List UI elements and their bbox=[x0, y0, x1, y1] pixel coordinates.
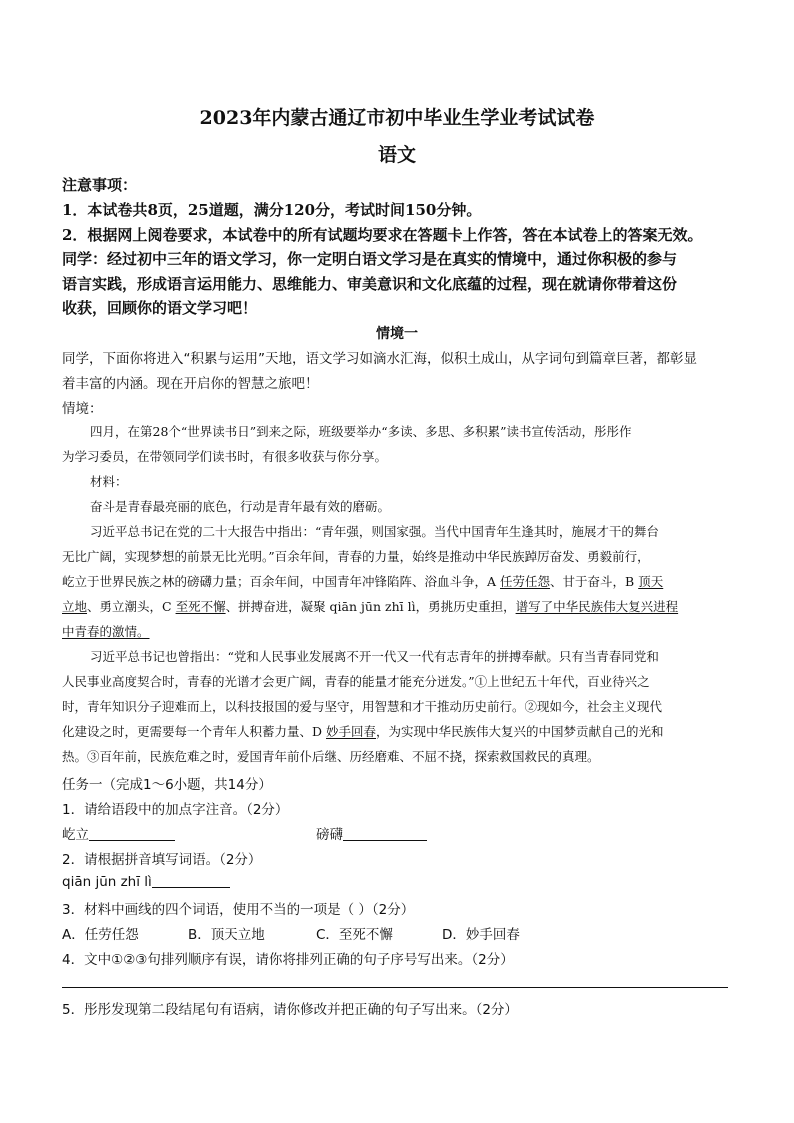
notes-item-2: 2．根据网上阅卷要求，本试卷中的所有试题均要求在答题卡上作答，答在本试卷上的答案无效。 bbox=[62, 226, 703, 244]
q1-word-2-label: 磅礴 bbox=[316, 827, 343, 843]
para2-line-4-text-b: ，为实现中华民族伟大复兴的中国梦贡献自己的光和 bbox=[376, 724, 664, 739]
scenario-lead-2: 着丰富的内涵。现在开启你的智慧之旅吧！ bbox=[62, 376, 319, 392]
para1-line-3-text-b: 、甘于奋斗，B bbox=[550, 574, 639, 589]
scenario-lead-1: 同学，下面你将进入“积累与运用”天地，语文学习如滴水汇海，似积土成山，从字词句到篇章巨著，都彰显 bbox=[62, 351, 697, 367]
para1-line-3-text-a: 屹立于世界民族之林的磅礴力量；百余年间，中国青年冲锋陷阵、浴血斗争，A bbox=[62, 574, 501, 589]
para1-line-3 bbox=[62, 572, 663, 590]
para1-line-2: 无比广阔，实现梦想的前景无比光明。”百余年间，青春的力量，始终是推动中华民族踔厉奋发、勇毅前行， bbox=[62, 549, 650, 564]
q3-option-c[interactable]: C．至死不懈 bbox=[316, 927, 393, 943]
q2-answer-blank[interactable] bbox=[152, 873, 230, 888]
task-1-heading: 任务一（完成1～6小题，共14分） bbox=[62, 777, 272, 793]
q1-answer-blank-2[interactable] bbox=[343, 826, 427, 841]
question-3: 3．材料中画线的四个词语，使用不当的一项是（ ）（2分） bbox=[62, 902, 415, 918]
q1-answer-blank-1[interactable] bbox=[89, 826, 175, 841]
notes-heading: 注意事项： bbox=[62, 176, 138, 194]
question-2: 2．请根据拼音填写词语。（2分） bbox=[62, 852, 262, 868]
notes-item-1: 1．本试卷共8页，25道题，满分120分，考试时间150分钟。 bbox=[62, 201, 482, 219]
scenario-heading: 情境一 bbox=[376, 326, 418, 342]
context-line-1: 四月，在第28个“世界读书日”到来之际，班级要举办“多读、多思、多积累”读书宣传活动，彤彤作 bbox=[90, 424, 632, 439]
intro-line-1: 同学：经过初中三年的语文学习，你一定明白语文学习是在真实的情境中，通过你积极的参与 bbox=[62, 250, 678, 268]
underlined-word-c: 至死不懈 bbox=[175, 599, 226, 614]
intro-line-3: 收获，回顾你的语文学习吧！ bbox=[62, 299, 258, 317]
underlined-word-b-part1: 顶天 bbox=[638, 574, 664, 589]
material-label: 材料： bbox=[90, 474, 128, 489]
para1-line-4-text-b: 、拼搏奋进，凝聚 qiān jūn zhī lì，勇挑历史重担， bbox=[225, 599, 516, 614]
question-2-pinyin bbox=[62, 873, 230, 890]
question-1: 1．请给语段中的加点字注音。（2分） bbox=[62, 802, 289, 818]
q4-answer-line[interactable] bbox=[62, 987, 728, 988]
sentence-tail-underlined: 谱写了中华民族伟大复兴进程 bbox=[515, 599, 679, 614]
context-line-2: 为学习委员，在带领同学们读书时，有很多收获与你分享。 bbox=[62, 449, 388, 464]
para2-line-3: 时，青年知识分子迎难而上，以科技报国的爱与坚守，用智慧和才干推动历史前行。②现如今，社会主义现代 bbox=[62, 699, 663, 714]
para2-line-1: 习近平总书记也曾指出：“党和人民事业发展离不开一代又一代有志青年的拼搏奉献。只有当青春同党和 bbox=[90, 649, 659, 664]
para1-line-1: 习近平总书记在党的二十大报告中指出：“青年强，则国家强。当代中国青年生逢其时，施展才干的舞台 bbox=[90, 524, 659, 539]
context-label: 情境： bbox=[62, 401, 103, 417]
para2-line-4-text-a: 化建设之时，更需要每一个青年人积蓄力量、D bbox=[62, 724, 326, 739]
para1-line-4-text-a: 、勇立潮头，C bbox=[87, 599, 176, 614]
exam-title: 2023年内蒙古通辽市初中毕业生学业考试试卷 bbox=[199, 107, 595, 129]
intro-line-2: 语言实践，形成语言运用能力、思维能力、审美意识和文化底蕴的过程，现在就请你带着这份 bbox=[62, 275, 678, 293]
para2-line-4 bbox=[62, 722, 664, 740]
underlined-word-b-part2: 立地 bbox=[62, 599, 88, 614]
q2-pinyin-text: qiān jūn zhī lì bbox=[62, 874, 152, 890]
para1-line-4 bbox=[62, 597, 678, 615]
subject-title: 语文 bbox=[377, 144, 416, 166]
material-line-0: 奋斗是青春最亮丽的底色，行动是青年最有效的磨砺。 bbox=[90, 499, 391, 514]
question-5: 5．彤彤发现第二段结尾句有语病，请你修改并把正确的句子写出来。（2分） bbox=[62, 1002, 518, 1018]
para2-line-2: 人民事业高度契合时，青春的光谱才会更广阔，青春的能量才能充分迸发。”①上世纪五十年代，百业待兴之 bbox=[62, 674, 650, 689]
q3-option-b[interactable]: B．顶天立地 bbox=[188, 927, 265, 943]
para1-line-5: 中青春的激情。 bbox=[62, 624, 150, 639]
question-4: 4．文中①②③句排列顺序有误，请你将排列正确的句子序号写出来。（2分） bbox=[62, 952, 514, 968]
q3-option-a[interactable]: A．任劳任怨 bbox=[62, 927, 139, 943]
question-1-word-2 bbox=[316, 823, 427, 843]
para2-line-5: 热。③百年前，民族危难之时，爱国青年前仆后继、历经磨难、不屈不挠，探索救国救民的真理。 bbox=[62, 749, 600, 764]
underlined-word-d: 妙手回春 bbox=[326, 724, 377, 739]
q1-word-1-label: 屹立 bbox=[62, 827, 89, 843]
underlined-word-a: 任劳任怨 bbox=[500, 574, 551, 589]
question-1-word-1 bbox=[62, 823, 175, 843]
q3-option-d[interactable]: D．妙手回春 bbox=[442, 927, 520, 943]
